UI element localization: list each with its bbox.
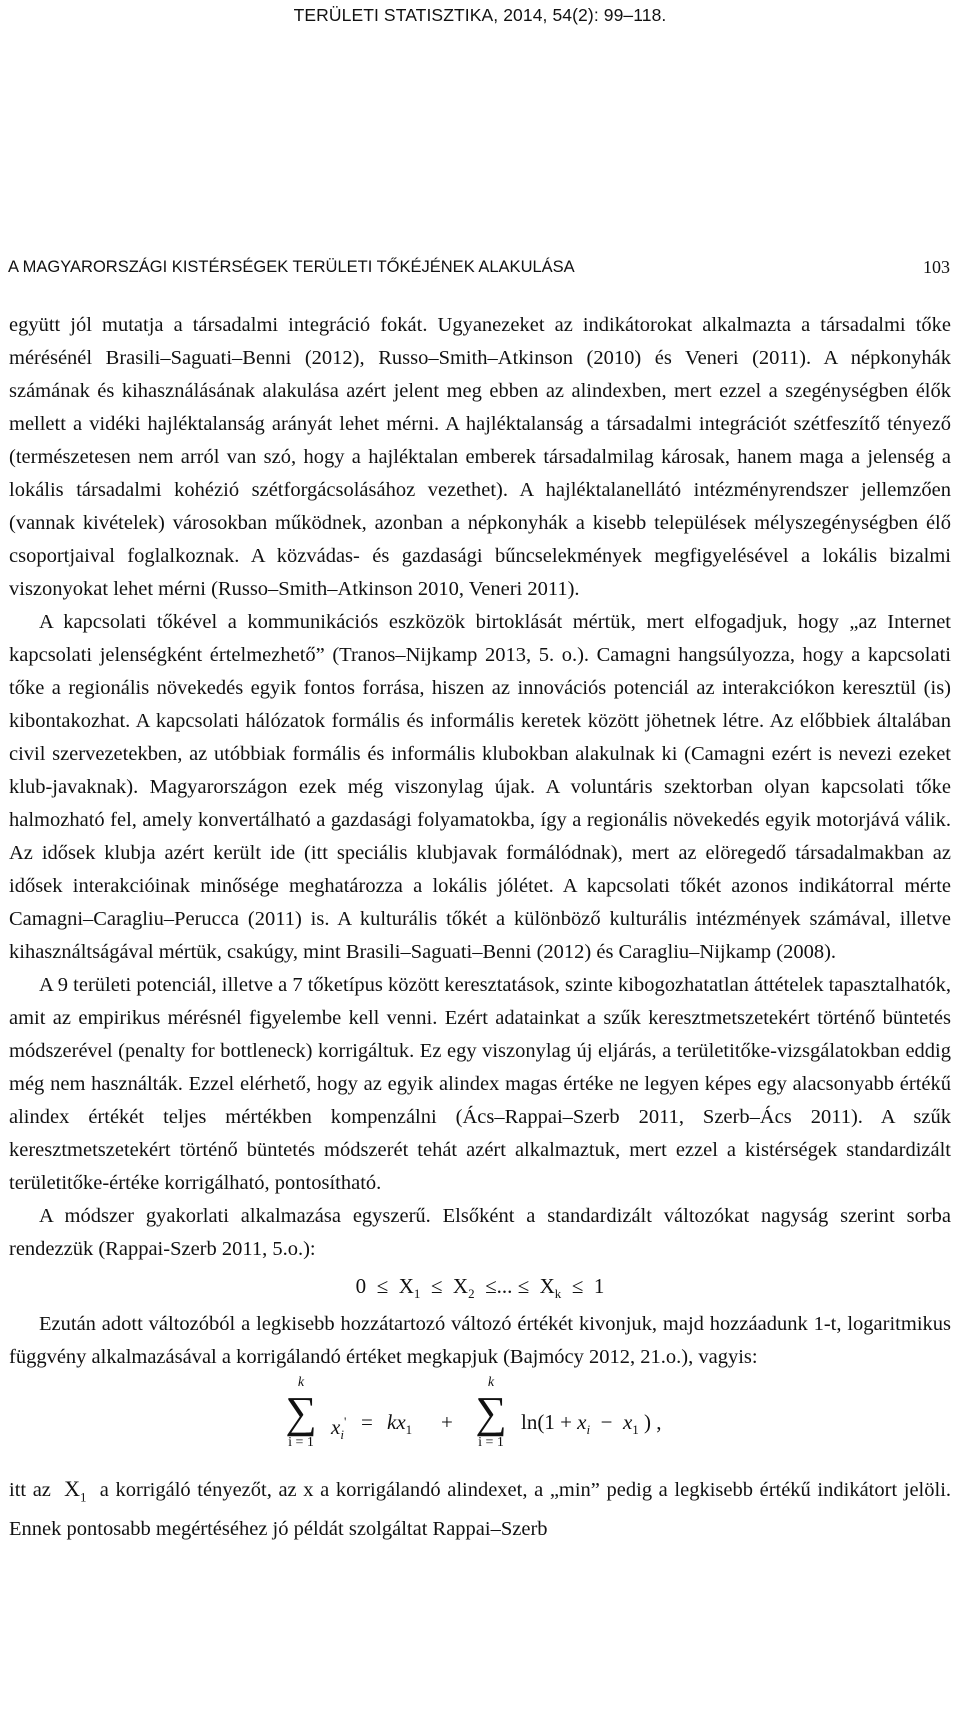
log-term: $\ln(1 + x_i - x_1$ ) ,: [521, 1410, 662, 1438]
paragraph: A módszer gyakorlati alkalmazása egyszerű. Elsőként a standardizált változókat nagyság szerint sorba rendezzük (Rappai-Szerb 2011, 5.o.):: [9, 1205, 951, 1260]
article-body: [9, 309, 951, 1546]
paragraph: A 9 területi potenciál, illetve a 7 tőketípus között keresztatások, szinte kibogozhatatlan áttételek tapasztalhatók, amit az empirikus mérésnél figyelembe kell venni. Ezért adatainkat a szűk keresztmetszetekért történő büntetés módszerével (penalty for bottleneck) korrigáltuk. Ez egy viszonylag új eljárás, a területitőke-vizsgálatokban eddig még nem használták. Ezzel elérhető, hogy az egyik alindex magas értéke ne legyen képes egy alacsonyabb értékű alindex értékét teljes mértékben kompenzálni (Ács–Rappai–Szerb 2011, Szerb–Ács 2011). A szűk keresztmetszetekért történő büntetés módszerét tehát azért alkalmaztuk, mert ezzel a kistérségek standardizált területitőke-értéke korrigálható, pontosítható.: [9, 974, 951, 1194]
sum-symbol: k ∑ i = 1: [475, 1375, 507, 1450]
sum-symbol: k ∑ i = 1: [285, 1375, 317, 1450]
journal-header: [0, 0, 960, 38]
equation-correction: k ∑ i = 1 $x_i'$ = $kx_1$ + k ∑ i = 1 $\ln(1 + x_i - x_1$ ) ,: [9, 1376, 951, 1468]
running-head-title: A MAGYARORSZÁGI KISTÉRSÉGEK TERÜLETI TŐKÉJÉNEK ALAKULÁSA: [8, 258, 575, 276]
paragraph: Ezután adott változóból a legkisebb hozzátartozó változó értékét kivonjuk, majd hozzáadunk 1-t, logaritmikus függvény alkalmazásával a korrigálandó értéket megkapjuk (Bajmócy 2012, 21.o.), vagyis:: [9, 1313, 951, 1368]
lhs-term: $x_i'$: [331, 1414, 347, 1443]
kx-term: $kx_1$: [387, 1410, 413, 1438]
paragraph: itt az $X_1$ a korrigáló tényezőt, az x a korrigálandó alindexet, a „min” pedig a legkisebb értékű indikátort jelöli. Ennek pontosabb megértéséhez jó példát szolgáltat Rappai–Szerb: [9, 1476, 952, 1541]
journal-citation: TERÜLETI STATISZTIKA, 2014, 54(2): 99–118.: [293, 5, 667, 25]
paragraph: A kapcsolati tőkével a kommunikációs eszközök birtoklását mértük, mert elfogadjuk, hogy „az Internet kapcsolati jelenségként értelmezhető” (Tranos–Nijkamp 2013, 5. o.). Camagni hangsúlyozza, hogy a kapcsolati tőke a regionális növekedés egyik fontos forrása, hiszen az innovációs potenciál az interakciókon keresztül (is) kibontakozhat. A kapcsolati hálózatok formális és informális keretek között jöhetnek létre. Az előbbiek általában civil szervezetekben, az utóbbiak formális és informális klubokban alakulnak ki (Camagni ezért is nevezi ezeket klub-javaknak). Magyarországon ezek még viszonylag újak. A voluntáris szektorban olyan kapcsolati tőke halmozható fel, amely konvertálható a gazdasági folyamatokba, így a regionális növekedés egyik motorjává válik. Az idősek klubja azért került ide (itt speciális klubjavak formálódnak), mert az elöregedő társadalmakban az idősek interakcióinak minősége meghatározza a lokális jólétet. A kapcsolati tőkét azonos indikátorral mérte Camagni–Caragliu–Perucca (2011) is. A kulturális tőkét a különböző kulturális intézmények számával, illetve kihasználtságával mértük, csakúgy, mint Brasili–Saguati–Benni (2012) és Caragliu–Nijkamp (2008).: [9, 611, 951, 963]
inline-symbol-x1: $X_1$: [64, 1476, 87, 1505]
paragraph: együtt jól mutatja a társadalmi integráció fokát. Ugyanezeket az indikátorokat alkalmazta a társadalmi tőke mérésénél Brasili–Saguati–Benni (2012), Russo–Smith–Atkinson (2010) és Veneri (2011). A népkonyhák számának és kihasználásának alakulása azért jelent meg ebben az alindexben, mert ezzel a szegénységben élők mellett a vidéki hajléktalanság arányát lehet mérni. A hajléktalanság a társadalmi integrációt szétfeszítő tényező (természetesen nem arról van szó, hogy a hajléktalan emberek társadalmilag károsak, hanem maga a jelenség a lokális társadalmi kohézió szétforgácsolásához vezethet). A hajléktalanellátó intézményrendszer jellemzően (vannak kivételek) városokban működnek, azonban a népkonyhák a kisebb települések mélyszegénységben élő csoportjaival foglalkoznak. A közvádas- és gazdasági bűncselekmények megfigyelésével a lokális bizalmi viszonyokat lehet mérni (Russo–Smith–Atkinson 2010, Veneri 2011).: [9, 314, 951, 600]
page-number: 103: [923, 257, 950, 277]
equation-ordering: $0 \le X_1 \le X_2$ ≤... ≤ $X_k \le 1$: [355, 1274, 605, 1301]
